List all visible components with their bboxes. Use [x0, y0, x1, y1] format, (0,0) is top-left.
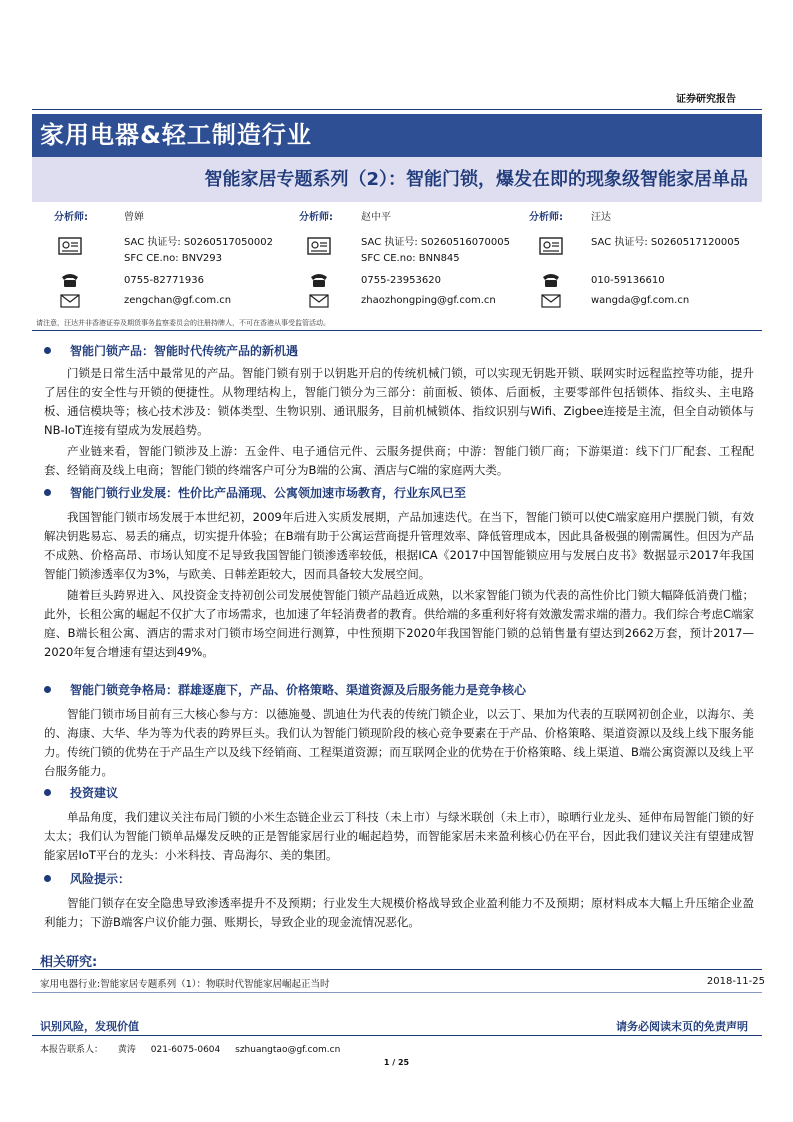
- analyst-label: 分析师:: [529, 212, 563, 223]
- analyst-card: [517, 205, 762, 315]
- related-research-title: 相关研究:: [40, 955, 98, 970]
- industry-title: 家用电器&轻工制造行业: [32, 114, 762, 157]
- section-title: 风险提示：: [44, 870, 754, 888]
- section-title: 智能门锁产品：智能时代传统产品的新机遇: [44, 342, 754, 360]
- email-icon: [309, 294, 329, 308]
- bullet-icon: [44, 789, 51, 796]
- email-icon: [60, 294, 80, 308]
- related-research-link[interactable]: 家用电器行业:智能家居专题系列（1）：物联时代智能家居崛起正当时: [40, 979, 330, 990]
- analyst-card: [277, 205, 517, 315]
- footer-divider: [32, 1035, 762, 1036]
- section-competition: [44, 681, 754, 781]
- analyst-name: 曾婵: [124, 212, 144, 223]
- section-paragraph: 随着巨头跨界进入、风投资金支持初创公司发展使智能门锁产品趋近成熟，以米家智能门锁为代表的高性价比门锁大幅降低消费门槛；此外，长租公寓的崛起不仅扩大了市场需求，也加速了年轻消费者的教育。供给端的多重利好将有效激发需求端的潜力。我们综合考虑C端家庭、B端长租公寓、酒店的需求对门锁市场空间进行测算，中性预期下2020年我国智能门锁的总销售量有望达到2662万套，预计2017—2020年复合增速有望达到49%。: [44, 588, 754, 659]
- header-divider: [32, 109, 762, 110]
- analyst-email[interactable]: zengchan@gf.com.cn: [124, 295, 232, 306]
- footer-slogan: 识别风险，发现价值: [40, 1020, 139, 1033]
- title-banner: [32, 114, 762, 202]
- report-contact: [40, 1042, 352, 1055]
- section-product: [44, 342, 754, 480]
- section-paragraph: 我国智能门锁市场发展于本世纪初，2009年后进入实质发展期，产品加速迭代。在当下，智能门锁可以使C端家庭用户摆脱门锁，有效解决钥匙易忘、易丢的痛点，切实提升体验；在B端有助于公寓运营商提升管理效率、降低管理成本，因此具备极强的刚需属性。但因为产品不成熟、价格高昂、市场认知度不足导致我国智能门锁渗透率较低，根据ICA《2017中国智能锁应用与发展白皮书》数据显示2017年我国智能门锁渗透率仅为3%，与欧美、日韩差距较大，因而具备较大发展空间。: [44, 510, 754, 581]
- analyst-sac: SAC 执证号: S0260517120005: [591, 237, 740, 248]
- analyst-block: [32, 205, 762, 315]
- analyst-name: 赵中平: [361, 212, 391, 223]
- id-card-icon: [307, 237, 331, 255]
- contact-email[interactable]: szhuangtao@gf.com.cn: [235, 1045, 341, 1055]
- section-paragraph: 单品角度，我们建议关注布局门锁的小米生态链企业云丁科技（未上市）与绿米联创（未上市），晾晒行业龙头、延伸布局智能门锁的好太太；我们认为智能门锁单品爆发反映的正是智能家居行业的崛起趋势，而智能家居未来盈利核心仍在平台，因此我们建议关注有望建成智能家居IoT平台的龙头：小米科技、青岛海尔、美的集团。: [44, 810, 754, 862]
- analyst-email[interactable]: zhaozhongping@gf.com.cn: [361, 295, 496, 306]
- phone-icon: [541, 272, 561, 288]
- section-risk: [44, 870, 754, 932]
- report-type: 证券研究报告: [676, 94, 736, 105]
- section-paragraph: 智能门锁存在安全隐患导致渗透率提升不及预期；行业发生大规模价格战导致企业盈利能力不及预期；原材料成本大幅上升压缩企业盈利能力；下游B端客户议价能力强、账期长，导致企业的现金流情况恶化。: [44, 896, 754, 929]
- regulatory-notice: 请注意，汪达并非香港证券及期货事务监察委员会的注册持牌人，不可在香港从事受监管活动。: [36, 319, 330, 327]
- related-research-date: 2018-11-25: [706, 976, 765, 987]
- id-card-icon: [539, 237, 563, 255]
- section-paragraph: 产业链来看，智能门锁涉及上游：五金件、电子通信元件、云服务提供商；中游：智能门锁厂商；下游渠道：线下门厂配套、工程配套、经销商及线上电商；智能门锁的终端客户可分为B端的公寓、酒店与C端的家庭两大类。: [44, 444, 754, 477]
- id-card-icon: [58, 237, 82, 255]
- related-divider-bottom: [32, 992, 762, 993]
- bullet-icon: [44, 875, 51, 882]
- section-development: [44, 484, 754, 662]
- page-number: 1 / 25: [383, 1058, 410, 1067]
- footer-disclaimer-note: 请务必阅读末页的免责声明: [616, 1020, 748, 1033]
- phone-icon: [60, 272, 80, 288]
- section-title: 智能门锁竞争格局：群雄逐鹿下，产品、价格策略、渠道资源及后服务能力是竞争核心: [44, 681, 754, 699]
- analyst-sac: SAC 执证号: S0260517050002: [124, 237, 273, 248]
- analyst-label: 分析师:: [54, 212, 88, 223]
- section-paragraph: 智能门锁市场目前有三大核心参与方：以德施曼、凯迪仕为代表的传统门锁企业，以云丁、果加为代表的互联网初创企业，以海尔、美的、海康、大华、华为等为代表的跨界巨头。我们认为智能门锁现阶段的核心竞争要素在于产品、价格策略、渠道资源以及线上线下服务能力。传统门锁的优势在于产品生产以及线下经销商、工程渠道资源；而互联网企业的优势在于价格策略、线上渠道、B端公寓资源以及线上平台服务能力。: [44, 707, 754, 778]
- bullet-icon: [44, 489, 51, 496]
- analyst-card: [32, 205, 272, 315]
- related-divider: [32, 969, 762, 970]
- phone-icon: [309, 272, 329, 288]
- section-title: 投资建议: [44, 784, 754, 802]
- contact-phone: 021-6075-0604: [150, 1045, 221, 1055]
- contact-name: 黄涛: [117, 1045, 136, 1055]
- section-investment: [44, 784, 754, 865]
- analyst-phone: 010-59136610: [591, 275, 665, 286]
- contact-label: 本报告联系人：: [40, 1045, 104, 1055]
- section-title: 智能门锁行业发展：性价比产品涌现、公寓领加速市场教育，行业东风已至: [44, 484, 754, 502]
- analyst-sfc: SFC CE.no: BNN845: [361, 253, 460, 264]
- bullet-icon: [44, 686, 51, 693]
- bullet-icon: [44, 347, 51, 354]
- section-paragraph: 门锁是日常生活中最常见的产品。智能门锁有别于以钥匙开启的传统机械门锁，可以实现无钥匙开锁、联网实时远程监控等功能，提升了居住的安全性与开锁的便捷性。从物理结构上，智能门锁分为三部分：前面板、锁体、后面板，主要零部件包括锁体、指纹头、主电路板、通信模块等；核心技术涉及：锁体类型、生物识别、通讯服务，目前机械锁体、指纹识别与Wifi、Zigbee连接是主流，但全自动锁体与NB-IoT连接有望成为发展趋势。: [44, 366, 754, 437]
- report-subtitle: 智能家居专题系列（2）：智能门锁，爆发在即的现象级智能家居单品: [32, 157, 762, 202]
- email-icon: [541, 294, 561, 308]
- analyst-phone: 0755-82771936: [124, 275, 204, 286]
- analyst-phone: 0755-23953620: [361, 275, 441, 286]
- notice-divider: [32, 330, 762, 331]
- analyst-label: 分析师:: [299, 212, 333, 223]
- analyst-sfc: SFC CE.no: BNV293: [124, 253, 223, 264]
- analyst-name: 汪达: [591, 212, 611, 223]
- analyst-sac: SAC 执证号: S0260516070005: [361, 237, 510, 248]
- analyst-email[interactable]: wangda@gf.com.cn: [591, 295, 690, 306]
